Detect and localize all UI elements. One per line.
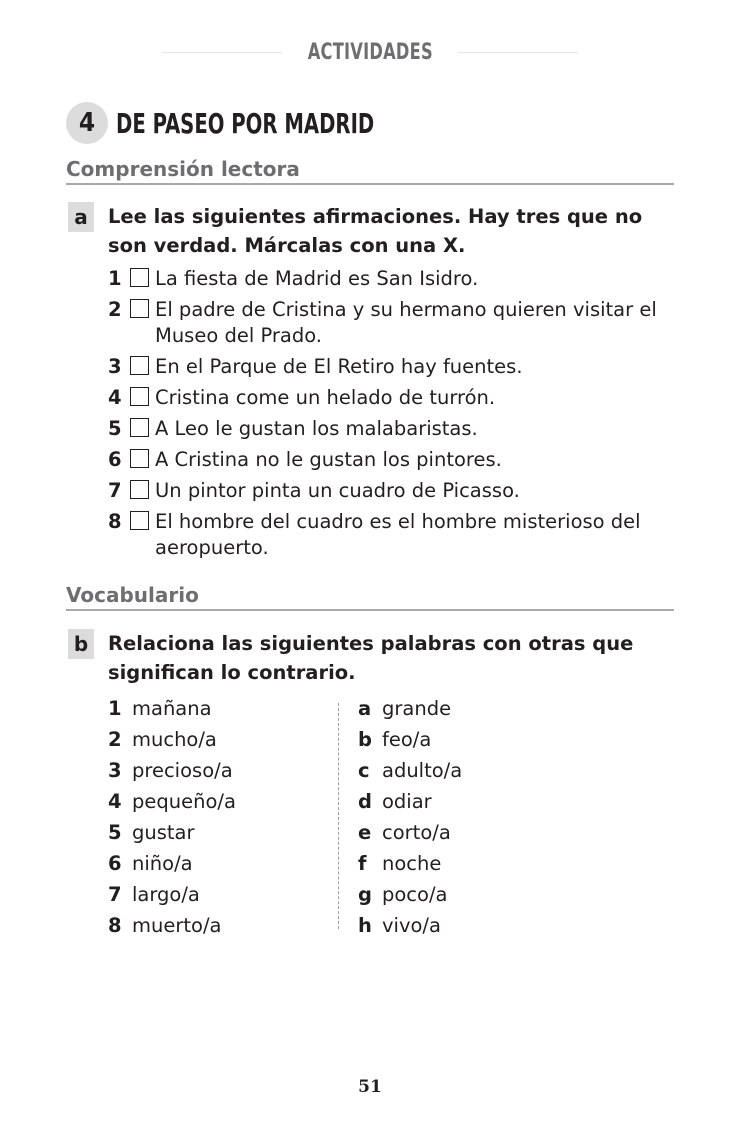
- list-item: [108, 266, 683, 292]
- item-text: El padre de Cristina y su hermano quieren visitar el Museo del Prado.: [155, 298, 657, 347]
- checkbox[interactable]: [130, 387, 149, 406]
- item-text: A Leo le gustan los malabaristas.: [155, 417, 478, 440]
- word-item: [358, 693, 462, 724]
- word-text: vivo/a: [382, 914, 441, 937]
- word-text: mucho/a: [132, 728, 217, 751]
- instruction-line: significan lo contrario.: [108, 661, 356, 684]
- unit-heading: [66, 102, 447, 144]
- instruction-line: Lee las siguientes afirmaciones. Hay tres que no: [108, 205, 643, 228]
- word-key: 6: [108, 852, 122, 875]
- checkbox[interactable]: [130, 299, 149, 318]
- word-key: h: [358, 914, 372, 937]
- statement-list: [108, 266, 683, 566]
- item-number: 1: [108, 267, 122, 290]
- word-key: a: [358, 697, 372, 720]
- item-number: 4: [108, 386, 122, 409]
- word-key: d: [358, 790, 372, 813]
- word-key: 2: [108, 728, 122, 751]
- section-heading-comprension: Comprensión lectora: [66, 157, 674, 185]
- list-item: [108, 416, 683, 442]
- list-item: [108, 354, 683, 380]
- word-item: [108, 786, 236, 817]
- list-item: [108, 385, 683, 411]
- word-key: 5: [108, 821, 122, 844]
- checkbox[interactable]: [130, 356, 149, 375]
- word-item: [358, 879, 462, 910]
- section-heading-vocabulario: Vocabulario: [66, 583, 674, 611]
- word-text: poco/a: [382, 883, 448, 906]
- word-column-left: [108, 693, 236, 941]
- word-item: [358, 848, 462, 879]
- word-item: [108, 910, 236, 941]
- word-key: 7: [108, 883, 122, 906]
- word-key: b: [358, 728, 372, 751]
- unit-number: 4: [66, 102, 108, 144]
- word-item: [108, 755, 236, 786]
- word-text: feo/a: [382, 728, 432, 751]
- exercise-a-instruction: [108, 202, 668, 260]
- header-rule-right: [458, 52, 578, 53]
- item-number: 6: [108, 448, 122, 471]
- dashed-divider: [338, 703, 339, 929]
- word-item: [108, 879, 236, 910]
- word-item: [358, 910, 462, 941]
- word-item: [108, 724, 236, 755]
- checkbox[interactable]: [130, 418, 149, 437]
- item-number: 2: [108, 298, 122, 321]
- word-text: muerto/a: [132, 914, 222, 937]
- list-item: [108, 509, 683, 561]
- word-key: 8: [108, 914, 122, 937]
- item-number: 5: [108, 417, 122, 440]
- item-text: El hombre del cuadro es el hombre misterioso del aeropuerto.: [155, 510, 641, 559]
- word-text: largo/a: [132, 883, 200, 906]
- word-key: 1: [108, 697, 122, 720]
- exercise-tag-a: a: [68, 202, 94, 232]
- item-text: Cristina come un helado de turrón.: [155, 386, 496, 409]
- item-text: La fiesta de Madrid es San Isidro.: [155, 267, 479, 290]
- item-number: 7: [108, 479, 122, 502]
- word-key: e: [358, 821, 372, 844]
- word-item: [358, 755, 462, 786]
- page-number: 51: [358, 1077, 382, 1097]
- checkbox[interactable]: [130, 511, 149, 530]
- word-text: odiar: [382, 790, 432, 813]
- item-text: Un pintor pinta un cuadro de Picasso.: [155, 479, 520, 502]
- word-item: [358, 724, 462, 755]
- item-text: A Cristina no le gustan los pintores.: [155, 448, 502, 471]
- word-key: c: [358, 759, 370, 782]
- instruction-line: son verdad. Márcalas con una X.: [108, 234, 466, 257]
- word-text: niño/a: [132, 852, 193, 875]
- header-title: ACTIVIDADES: [307, 40, 433, 65]
- checkbox[interactable]: [130, 480, 149, 499]
- word-item: [108, 817, 236, 848]
- word-key: g: [358, 883, 372, 906]
- item-number: 8: [108, 510, 122, 533]
- word-text: corto/a: [382, 821, 451, 844]
- list-item: [108, 478, 683, 504]
- word-text: pequeño/a: [132, 790, 236, 813]
- word-text: mañana: [132, 697, 212, 720]
- word-item: [358, 817, 462, 848]
- word-item: [108, 848, 236, 879]
- word-key: f: [358, 852, 367, 875]
- checkbox[interactable]: [130, 268, 149, 287]
- matching-exercise: [108, 693, 668, 943]
- word-text: noche: [382, 852, 442, 875]
- list-item: [108, 297, 683, 349]
- word-item: [358, 786, 462, 817]
- exercise-tag-b: b: [68, 629, 94, 659]
- list-item: [108, 447, 683, 473]
- word-text: adulto/a: [382, 759, 463, 782]
- page-header: [0, 40, 740, 65]
- unit-title: DE PASEO POR MADRID: [116, 106, 375, 140]
- word-item: [108, 693, 236, 724]
- word-column-right: [358, 693, 462, 941]
- word-text: grande: [382, 697, 452, 720]
- word-key: 3: [108, 759, 122, 782]
- item-text: En el Parque de El Retiro hay fuentes.: [155, 355, 523, 378]
- item-number: 3: [108, 355, 122, 378]
- instruction-line: Relaciona las siguientes palabras con otras que: [108, 632, 634, 655]
- word-text: gustar: [132, 821, 195, 844]
- word-key: 4: [108, 790, 122, 813]
- checkbox[interactable]: [130, 449, 149, 468]
- word-text: precioso/a: [132, 759, 233, 782]
- exercise-b-instruction: [108, 629, 668, 687]
- header-rule-left: [162, 52, 282, 53]
